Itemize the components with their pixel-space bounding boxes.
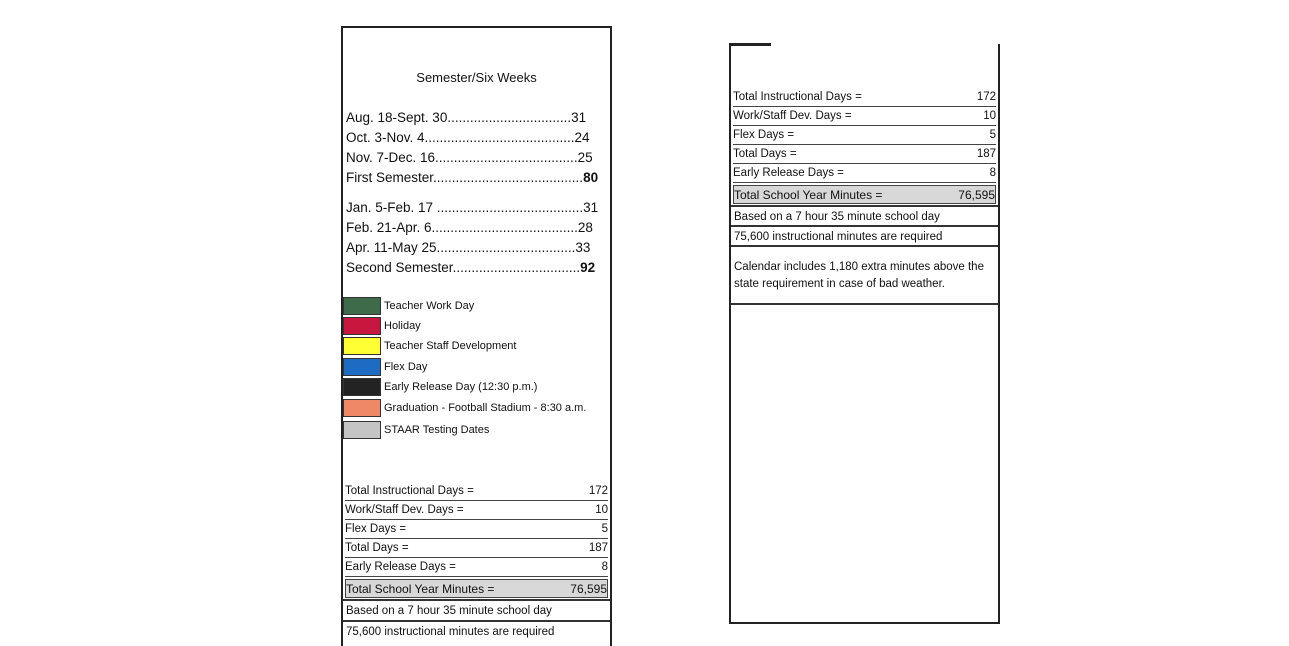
period-row: Aug. 18-Sept. 30.................................31	[346, 110, 587, 125]
period-row: Oct. 3-Nov. 4........................................24	[346, 130, 590, 145]
color-swatch	[343, 399, 381, 417]
color-swatch	[343, 317, 381, 335]
stat-row-early-release-days: Early Release Days = 8	[345, 558, 608, 577]
legend-item-teacher-work-day: Teacher Work Day	[343, 296, 474, 316]
legend-item-holiday: Holiday	[343, 316, 421, 336]
stat-row-instructional-days: Total Instructional Days = 172	[345, 482, 608, 501]
color-swatch	[343, 421, 381, 439]
period-row: Nov. 7-Dec. 16......................................25	[346, 150, 593, 165]
stat-row-staff-dev-days: Work/Staff Dev. Days = 10	[733, 107, 996, 126]
left-calendar-panel	[341, 26, 612, 646]
color-swatch	[343, 378, 381, 396]
stat-row-total-days: Total Days = 187	[345, 539, 608, 558]
color-swatch	[343, 337, 381, 355]
period-row: Apr. 11-May 25.....................................33	[346, 240, 591, 255]
legend-item-early-release: Early Release Day (12:30 p.m.)	[343, 377, 537, 397]
school-day-note: Based on a 7 hour 35 minute school day	[343, 599, 610, 619]
legend-item-staar-testing: STAAR Testing Dates	[343, 420, 489, 440]
stat-row-total-days: Total Days = 187	[733, 145, 996, 164]
color-swatch	[343, 297, 381, 315]
right-summary-panel	[729, 44, 1000, 624]
stat-row-flex-days: Flex Days = 5	[733, 126, 996, 145]
bad-weather-note: Calendar includes 1,180 extra minutes above the state requirement in case of bad weather.	[731, 245, 998, 305]
total-minutes-row: Total School Year Minutes = 76,595	[733, 185, 996, 204]
school-day-note: Based on a 7 hour 35 minute school day	[731, 205, 998, 225]
panel-title: Semester/Six Weeks	[416, 70, 537, 85]
stat-row-staff-dev-days: Work/Staff Dev. Days = 10	[345, 501, 608, 520]
legend-item-graduation: Graduation - Football Stadium - 8:30 a.m.	[343, 398, 586, 418]
second-semester-row: Second Semester..................................92	[346, 260, 596, 275]
empty-box	[731, 303, 998, 622]
color-swatch	[343, 358, 381, 376]
legend-item-staff-development: Teacher Staff Development	[343, 336, 516, 356]
total-minutes-row: Total School Year Minutes = 76,595	[345, 579, 608, 598]
stat-row-flex-days: Flex Days = 5	[345, 520, 608, 539]
period-row: Jan. 5-Feb. 17 .......................................31	[346, 200, 599, 215]
first-semester-row: First Semester........................................80	[346, 170, 599, 185]
stat-row-early-release-days: Early Release Days = 8	[733, 164, 996, 183]
stat-row-instructional-days: Total Instructional Days = 172	[733, 88, 996, 107]
required-minutes-note: 75,600 instructional minutes are required	[731, 225, 998, 245]
period-row: Feb. 21-Apr. 6.......................................28	[346, 220, 593, 235]
required-minutes-note: 75,600 instructional minutes are required	[343, 620, 610, 640]
legend-item-flex-day: Flex Day	[343, 357, 427, 377]
